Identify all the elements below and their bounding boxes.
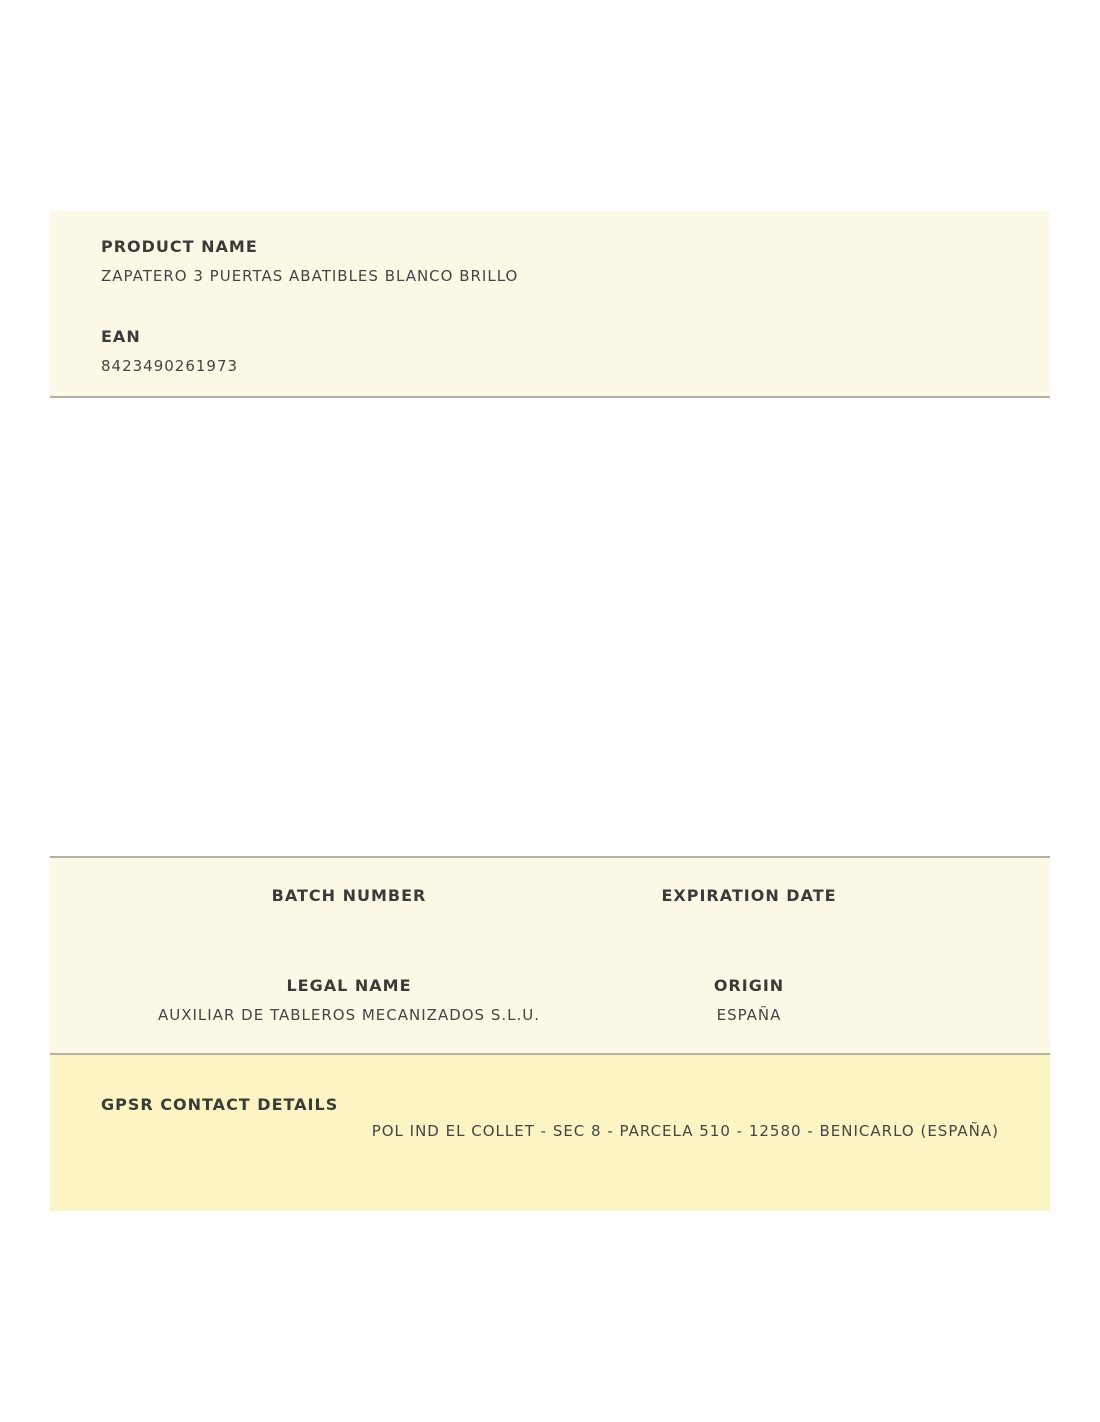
origin-value: ESPAÑA [716,1006,782,1024]
legal-name-value: AUXILIAR DE TABLEROS MECANIZADOS S.L.U. [157,1006,541,1024]
gpsr-contact-panel [50,1055,1050,1211]
product-details-panel [50,856,1050,1055]
ean-value: 8423490261973 [101,357,239,375]
batch-number-label: BATCH NUMBER [271,886,427,905]
gpsr-contact-label: GPSR CONTACT DETAILS [101,1095,339,1114]
expiration-date-label: EXPIRATION DATE [661,886,837,905]
product-name-value: ZAPATERO 3 PUERTAS ABATIBLES BLANCO BRILLO [101,267,519,285]
origin-label: ORIGIN [713,976,785,995]
legal-name-label: LEGAL NAME [286,976,412,995]
product-name-label: PRODUCT NAME [101,237,258,256]
gpsr-contact-address: POL IND EL COLLET - SEC 8 - PARCELA 510 - 12580 - BENICARLO (ESPAÑA) [371,1122,999,1140]
product-info-panel [50,211,1050,398]
ean-label: EAN [101,327,141,346]
